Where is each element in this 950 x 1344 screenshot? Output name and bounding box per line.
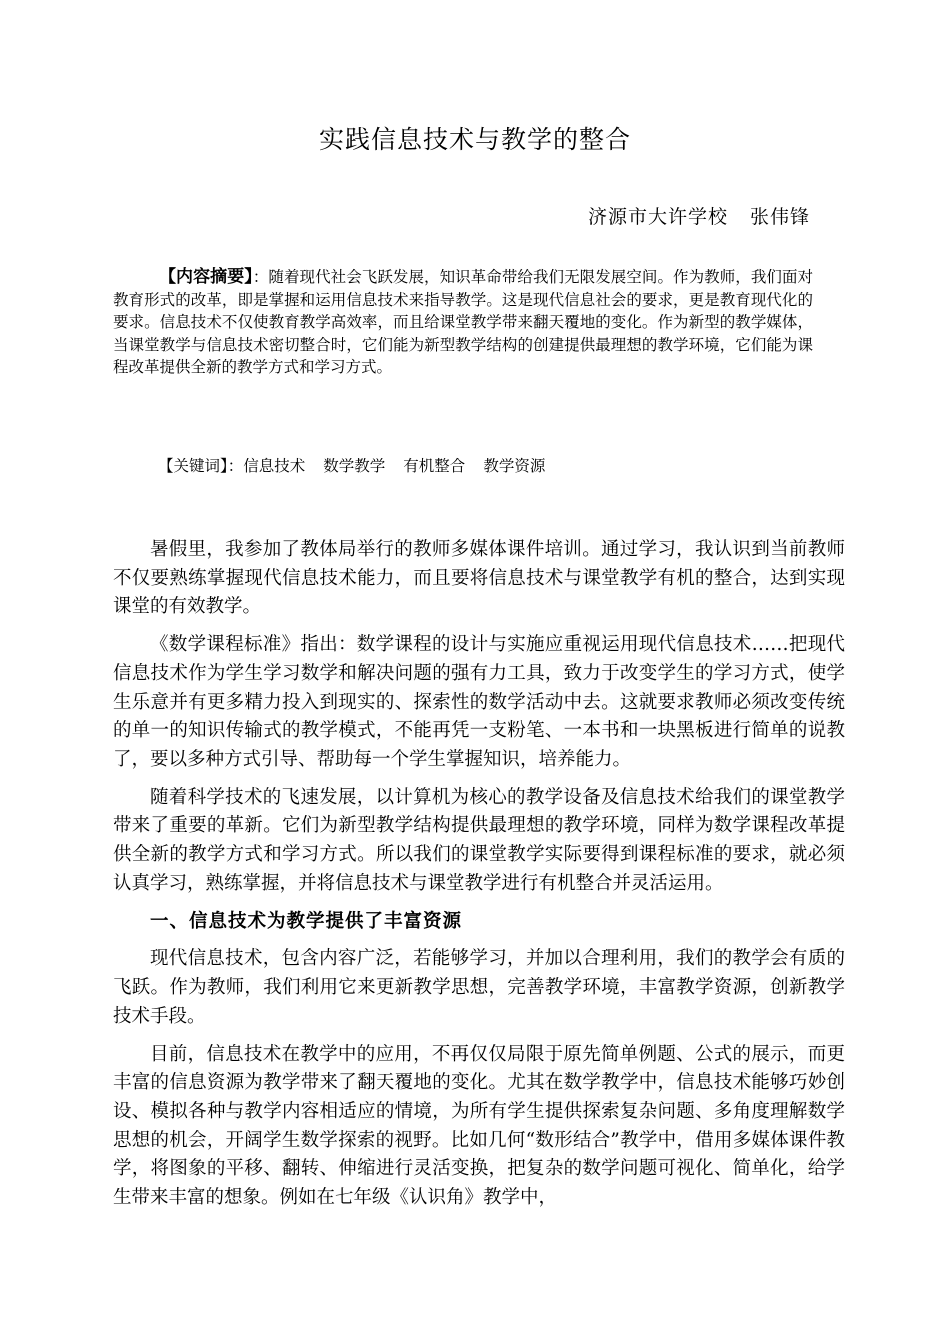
- body-paragraph: 现代信息技术，包含内容广泛，若能够学习，并加以合理利用，我们的教学会有质的飞跃。作为教师，我们利用它来更新教学思想，完善教学环境，丰富教学资源，创新教学技术手段。: [113, 948, 845, 1027]
- abstract-indent: [113, 268, 159, 286]
- author-byline: [588, 202, 810, 232]
- abstract-label: 【内容摘要】: [159, 267, 253, 287]
- author-school: 济源市大许学校: [587, 206, 728, 228]
- keyword: 数学教学: [323, 457, 386, 475]
- author-name: 张伟锋: [749, 206, 810, 228]
- document-title: 实践信息技术与教学的整合: [318, 125, 631, 154]
- abstract-text: ：随着现代社会飞跃发展，知识革命带给我们无限发展空间。作为教师，我们面对教育形式的改革，即是掌握和运用信息技术来指导教学。这是现代信息社会的要求，更是教育现代化的要求。信息技术不仅使教育教学高效率，而且给课堂教学带来翻天覆地的变化。作为新型的教学媒体，当课堂教学与信息技术密切整合时，它们能为新型教学结构的创建提供最理想的教学环境，它们能为课程改革提供全新的教学方式和学习方式。: [113, 268, 813, 377]
- body-paragraph: 《数学课程标准》指出：数学课程的设计与实施应重视运用现代信息技术……把现代信息技术作为学生学习数学和解决问题的强有力工具，致力于改变学生的学习方式，使学生乐意并有更多精力投入到现实的、探索性的数学活动中去。这就要求教师必须改变传统的单一的知识传输式的教学模式，不能再凭一支粉笔、一本书和一块黑板进行简单的说教了，要以多种方式引导、帮助每一个学生掌握知识，培养能力。: [113, 634, 845, 770]
- body-paragraph: 目前，信息技术在教学中的应用，不再仅仅局限于原先简单例题、公式的展示，而更丰富的信息资源为教学带来了翻天覆地的变化。尤其在数学教学中，信息技术能够巧妙创设、模拟各种与教学内容相适应的情境，为所有学生提供探索复杂问题、多角度理解数学思想的机会，开阔学生数学探索的视野。比如几何“数形结合”教学中，借用多媒体课件教学，将图象的平移、翻转、伸缩进行灵活变换，把复杂的数学问题可视化、简单化，给学生带来丰富的想象。例如在七年级《认识角》教学中，: [113, 1043, 845, 1209]
- body-paragraph: 随着科学技术的飞速发展，以计算机为核心的教学设备及信息技术给我们的课堂教学带来了重要的革新。它们为新型教学结构提供最理想的教学环境，同样为数学课程改革提供全新的教学方式和学习方式。所以我们的课堂教学实际要得到课程标准的要求，就必须认真学习，熟练掌握，并将信息技术与课堂教学进行有机整合并灵活运用。: [113, 786, 845, 894]
- keyword: 信息技术: [243, 457, 306, 475]
- body-text: [113, 536, 845, 1222]
- section-heading: 一、信息技术为教学提供了丰富资源: [150, 911, 463, 933]
- keywords-line: [158, 454, 563, 478]
- abstract-block: [113, 266, 813, 379]
- keywords-label: 【关键词】：: [158, 457, 244, 475]
- keyword: 有机整合: [403, 457, 466, 475]
- keyword: 教学资源: [483, 457, 546, 475]
- body-paragraph: 暑假里，我参加了教体局举行的教师多媒体课件培训。通过学习，我认识到当前教师不仅要熟练掌握现代信息技术能力，而且要将信息技术与课堂教学有机的整合，达到实现课堂的有效教学。: [113, 539, 845, 618]
